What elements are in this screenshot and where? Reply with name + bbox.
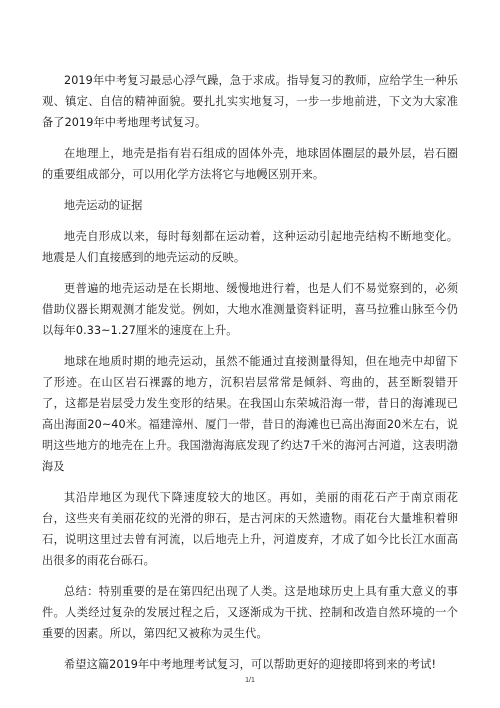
geologic-evidence-paragraph: 地球在地质时期的地壳运动，虽然不能通过直接测量得知，但在地壳中却留下了形迹。在山区岩石裸露的地方，沉积岩层常常是倾斜、弯曲的，甚至断裂错开了，这都是岩层受力发生变形的结果。在我国山东荣城沿海一带，昔日的海滩现已高出海面20~40米。福建漳州、厦门一带，昔日的海滩也已高出海面20米左右，说明这些地方的地壳在上升。我国渤海海底发现了约达7千米的海河古河道，这表明渤海及 (42, 355, 458, 473)
document-body (42, 70, 458, 685)
page-number: 1/1 (245, 677, 255, 684)
coastal-subsidence-paragraph: 其沿岸地区为现代下降速度较大的地区。再如，美丽的雨花石产于南京雨花台，这些夹有美丽花纹的光滑的卵石，是古河床的天然遗物。雨花台大量堆积着卵石，说明这里过去曾有河流，以后地壳上升，河道废弃，才成了如今比长江水面高出很多的雨花台砾石。 (42, 491, 458, 567)
crust-motion-paragraph: 地壳自形成以来，每时每刻都在运动着，这种运动引起地壳结构不断地变化。地震是人们直接感到的地壳运动的反映。 (42, 230, 458, 264)
intro-paragraph: 2019年中考复习最忌心浮气躁，急于求成。指导复习的教师，应给学生一种乐观、镇定、自信的精神面貌。要扎扎实实地复习，一步一步地前进，下文为大家准备了2019年中考地理考试复习。 (42, 74, 458, 129)
closing-paragraph: 希望这篇2019年中考地理考试复习，可以帮助更好的迎接即将到来的考试! (64, 658, 437, 671)
crust-definition-paragraph: 在地理上，地壳是指有岩石组成的固体外壳，地球固体圈层的最外层，岩石圈的重要组成部分，可以用化学方法将它与地幔区别开来。 (42, 147, 458, 181)
slow-motion-paragraph: 更普遍的地壳运动是在长期地、缓慢地进行着，也是人们不易觉察到的，必须借助仪器长期观测才能发觉。例如，大地水准测量资料证明，喜马拉雅山脉至今仍以每年0.33~1.27厘米的速度在上升。 (42, 282, 458, 337)
section-heading: 地壳运动的证据 (64, 199, 143, 212)
summary-paragraph: 总结：特别重要的是在第四纪出现了人类。这是地球历史上具有重大意义的事件。人类经过复杂的发展过程之后，又逐渐成为干扰、控制和改造自然环境的一个重要的因素。所以，第四纪又被称为灵生代。 (42, 585, 458, 640)
